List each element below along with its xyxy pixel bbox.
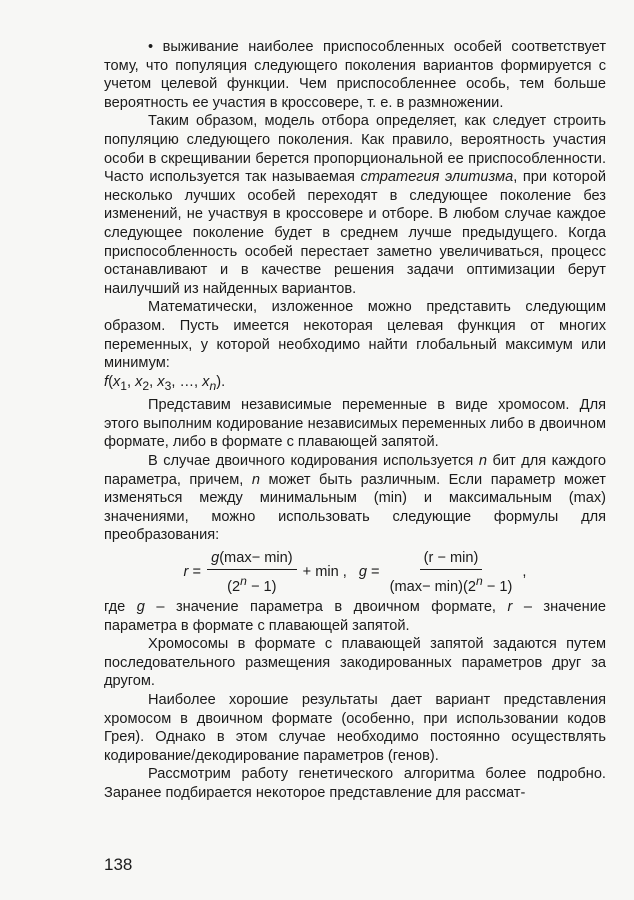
text-segment: – значение параметра в формате с плавающей запятой. xyxy=(104,598,607,634)
formula-plus-min: + min , xyxy=(298,564,347,581)
formula-x: x xyxy=(157,373,165,390)
formula-part: (max− min)(2 xyxy=(389,578,476,595)
formula-part: ). xyxy=(216,373,226,390)
var-n: n xyxy=(251,471,260,488)
var-n: n xyxy=(478,452,487,469)
text-segment: бит для каждого параметра, причем, xyxy=(104,452,606,488)
formula-conversion xyxy=(104,549,606,596)
text-segment: где xyxy=(104,598,137,615)
text-segment: может быть различным. Если параметр может изменяться между минимальным (min) и максимальным (max) значениями, можно использовать следующие формулы для преобразования: xyxy=(104,471,606,544)
paragraph-chromosomes: Представим независимые переменные в виде хромосом. Для этого выполним кодирование независимых переменных либо в двоичном формате, либо в формате с плавающей запятой. xyxy=(104,397,606,451)
var-g: g xyxy=(136,598,145,615)
formula-part: − 1) xyxy=(482,578,513,595)
formula-part: , xyxy=(149,373,158,390)
formula-eq: = xyxy=(188,564,206,581)
formula-eq: = xyxy=(366,564,384,581)
fraction-denominator xyxy=(386,570,517,596)
paragraph-mathematical: Математически, изложенное можно представить следующим образом. Пусть имеется некоторая целевая функция от многих переменных, у которой необходимо найти глобальный максимум или минимум: xyxy=(104,299,606,372)
formula-r: r xyxy=(183,564,189,581)
formula-sub: 1 xyxy=(120,378,127,393)
formula-sup xyxy=(476,574,483,588)
paragraph-where xyxy=(104,598,606,635)
text-segment: – значение параметра в двоичном формате, xyxy=(144,598,508,615)
formula-g: g xyxy=(211,549,220,566)
fraction-g xyxy=(386,549,517,596)
text-segment: , при которой несколько лучших особей переходят в следующее поколение без изменений, не участвуя в кроссовере и отборе. В любом случае каждое следующее поколение будет в среднем лучше предыдущего. Когда приспособленность особей перестает заметно увеличиваться, процесс останавливают и в качестве решения задачи оптимизации берут наилучший из найденных вариантов. xyxy=(104,169,607,297)
formula-g2: g xyxy=(358,564,367,581)
formula-tail: , xyxy=(518,564,527,581)
term-elitism: стратегия элитизма xyxy=(360,169,514,186)
fraction-numerator: (r − min) xyxy=(420,549,483,570)
formula-part: , xyxy=(127,373,136,390)
formula-sup xyxy=(240,574,247,588)
text-segment: Таким образом, модель отбора определяет, как следует строить популяцию следующего поколения. Как правило, вероятность участия особи в скрещивании берется пропорциональной ее приспособленности. Часто используется так называемая xyxy=(104,113,606,186)
paragraph-selection-model xyxy=(104,112,606,298)
fraction-r xyxy=(207,549,297,596)
formula-sup-n: n xyxy=(240,573,247,588)
paragraph-binary-coding xyxy=(104,452,606,545)
formula-x: x xyxy=(112,373,121,390)
formula-objective-function xyxy=(104,373,606,396)
text-segment: В случае двоичного кодирования используется xyxy=(148,452,479,469)
fraction-numerator xyxy=(207,549,297,570)
formula-part: , …, xyxy=(171,373,203,390)
formula-part: − 1) xyxy=(246,578,277,595)
formula-part: (2 xyxy=(227,578,241,595)
page-number: 138 xyxy=(104,855,133,874)
formula-part: (max− min) xyxy=(219,549,293,566)
paragraph-bullet-survival: • выживание наиболее приспособленных особей соответствует тому, что популяция следующего поколения вариантов формируется с учетом целевой функции. Чем приспособленнее особь, тем больше вероятность ее участия в кроссовере, т. е. в размножении. xyxy=(104,39,606,111)
paragraph-best-results: Наиболее хорошие результаты дает вариант представления хромосом в двоичном формате (особенно, при использовании кодов Грея). Однако в этом случае необходимо постоянно осуществлять кодирование/декодирование параметров (генов). xyxy=(104,691,606,764)
fraction-denominator xyxy=(223,570,280,596)
formula-part: ( xyxy=(108,373,113,390)
formula-x: x xyxy=(135,373,143,390)
body-text xyxy=(104,38,606,803)
formula-x: x xyxy=(202,373,210,390)
paragraph-float-chromosomes: Хромосомы в формате с плавающей запятой задаются путем последовательного размещения закодированных параметров друг за другом. xyxy=(104,636,606,690)
formula-sub-n: n xyxy=(209,378,217,393)
formula-sub: 3 xyxy=(164,378,172,393)
formula-f: f xyxy=(104,373,109,390)
formula-sup-n: n xyxy=(475,573,483,588)
formula-sub: 2 xyxy=(142,378,150,393)
paragraph-algorithm-work: Рассмотрим работу генетического алгоритма более подробно. Заранее подбирается некоторое представление для рассмат- xyxy=(104,766,606,801)
var-r: r xyxy=(507,598,513,615)
